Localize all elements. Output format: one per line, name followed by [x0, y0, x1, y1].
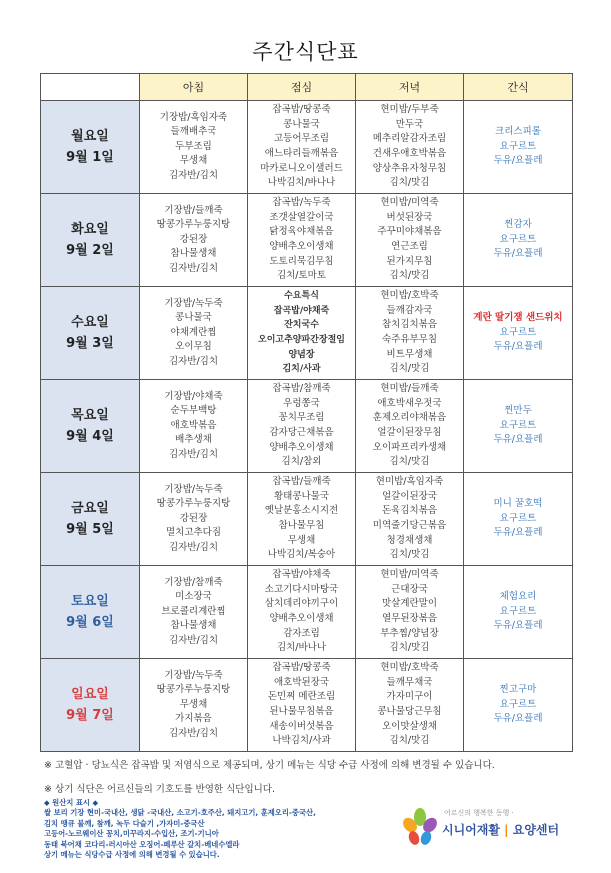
day-label	[41, 566, 140, 659]
snack-cell	[464, 380, 573, 473]
menu-item: 땅콩가루누룽지탕	[156, 684, 231, 696]
menu-item: 김자반/김치	[168, 448, 219, 460]
snack-item: 요구르트	[499, 419, 537, 431]
menu-item: 만두국	[395, 118, 424, 130]
menu-item: 기장밥/흑임자죽	[159, 111, 228, 123]
snack-item: 두유/요플레	[493, 713, 543, 725]
menu-item: 청경채생채	[386, 534, 433, 546]
menu-item: 양념장	[288, 349, 315, 360]
logo-tagline: 어르신의 행복한 동행 ·	[444, 809, 514, 817]
origin-line: 김치 땡큐 불깨, 참깨, 녹두 다슬기 ,가자미-중국산	[44, 818, 205, 828]
menu-item: 기장밥/녹두죽	[164, 483, 223, 495]
page-title: 주간식단표	[252, 40, 359, 64]
menu-item: 김자반/김치	[168, 355, 219, 367]
menu-item: 김자반/김치	[168, 262, 219, 274]
menu-item: 우렁쫑국	[283, 397, 320, 409]
menu-item: 배추생채	[175, 434, 212, 446]
menu-item: 현미밥/미역죽	[380, 197, 439, 209]
menu-item: 현미밥/미역죽	[380, 569, 439, 581]
menu-item: 현미밥/두부죽	[380, 104, 439, 116]
menu-item: 훈제오리야채볶음	[372, 412, 447, 424]
snack-item: 요구르트	[499, 233, 537, 245]
menu-item: 얼갈이된장무침	[377, 427, 442, 438]
origin-line: 상기 메뉴는 식당수급 사정에 의해 변경될 수 있습니다.	[44, 850, 220, 860]
menu-item: 잡곡밥/땅콩죽	[272, 104, 331, 116]
menu-item: 된가지무침	[386, 255, 433, 267]
day-date: 9월 4일	[66, 429, 114, 444]
dinner-cell	[356, 566, 464, 659]
menu-item: 두부조림	[175, 140, 212, 152]
menu-item: 김자반/김치	[168, 541, 219, 553]
snack-item: 요구르트	[499, 326, 537, 338]
logo-name-part-2: 요양센터	[512, 823, 560, 837]
menu-item: 돈육김치볶음	[381, 505, 438, 517]
day-name: 금요일	[71, 501, 109, 516]
lunch-cell	[248, 659, 356, 752]
header-snack: 간식	[464, 74, 573, 101]
menu-item: 김치/맛김	[389, 363, 430, 375]
day-name: 화요일	[71, 222, 109, 237]
menu-item: 김치/바나나	[276, 642, 327, 654]
menu-item: 김치/맛김	[389, 549, 430, 561]
snack-item: 찐만두	[504, 405, 532, 417]
snack-item: 미니 꿀호떡	[493, 498, 543, 510]
menu-item: 된나물무침볶음	[269, 706, 334, 717]
menu-item: 숙주유부무침	[381, 334, 438, 345]
menu-item: 콩나물국	[175, 312, 212, 324]
menu-item: 순두부백탕	[170, 405, 217, 417]
menu-item: 들깨무채국	[386, 676, 433, 688]
header-breakfast: 아침	[140, 74, 248, 101]
menu-item: 기장밥/들깨죽	[164, 204, 223, 216]
menu-item: 나박김치/사과	[272, 735, 331, 747]
dinner-cell	[356, 101, 464, 194]
menu-item: 잡곡밥/야채죽	[272, 569, 331, 581]
day-row	[41, 101, 573, 194]
day-name: 토요일	[71, 594, 109, 609]
menu-item: 나박김치/복숭아	[267, 549, 336, 561]
menu-item: 잡곡밥/땅콩죽	[272, 662, 331, 674]
snack-cell	[464, 473, 573, 566]
day-date: 9월 5일	[66, 522, 114, 537]
day-row	[41, 566, 573, 659]
menu-item: 참나물생채	[170, 620, 217, 632]
snack-item: 요구르트	[499, 140, 537, 152]
menu-item: 맛살계란말이	[381, 598, 438, 610]
snack-item: 두유/요플레	[493, 248, 543, 260]
day-label	[41, 659, 140, 752]
menu-item: 얼갈이된장국	[381, 490, 438, 502]
breakfast-cell	[140, 473, 248, 566]
day-row	[41, 380, 573, 473]
menu-item: 애호박새우젓국	[377, 397, 442, 409]
breakfast-cell	[140, 101, 248, 194]
menu-item: 꽁치무조림	[278, 412, 325, 424]
menu-item: 비트무생채	[386, 348, 433, 360]
menu-item: 기장밥/참깨죽	[164, 576, 223, 588]
day-label	[41, 194, 140, 287]
menu-item: 김치/맛김	[389, 456, 430, 468]
snack-cell	[464, 287, 573, 380]
day-date: 9월 2일	[66, 243, 114, 258]
menu-item: 참치김치볶음	[381, 319, 438, 331]
menu-item: 땅콩가루누룽지탕	[156, 219, 231, 231]
menu-item: 김자반/김치	[168, 169, 219, 181]
menu-item: 오이파프리카생채	[372, 441, 447, 453]
day-date: 9월 3일	[66, 336, 114, 351]
menu-item: 김치/맛김	[389, 735, 430, 747]
menu-item: 도토리묵김무침	[269, 255, 334, 267]
header-lunch: 점심	[248, 74, 356, 101]
menu-item: 감자당근채볶음	[269, 427, 334, 438]
menu-item: 황태콩나물국	[273, 490, 330, 502]
menu-item: 참나물무침	[278, 520, 325, 531]
menu-item: 현미밥/들깨죽	[380, 383, 439, 395]
menu-item: 양상추유자청무침	[372, 162, 447, 174]
menu-item: 삼치데리야끼구이	[264, 598, 339, 610]
day-name: 목요일	[71, 408, 109, 423]
menu-item: 돈민찌 메란조림	[267, 691, 336, 703]
day-row	[41, 194, 573, 287]
snack-item: 두유/요플레	[493, 620, 543, 632]
menu-item: 김자반/김치	[168, 727, 219, 739]
menu-item: 김치/맛김	[389, 177, 430, 189]
menu-item: 잡곡밥/참깨죽	[272, 383, 331, 395]
origin-line: 쌀 보리 기장 현미-국내산, 생닭 -국내산, 소고기-호주산, 돼지고기, 훈제오리-중국산,	[44, 808, 316, 818]
snack-item: 요구르트	[499, 605, 537, 617]
menu-item: 연근조림	[391, 241, 428, 252]
origin-line: ◆ 원산지 표시 ◆	[44, 798, 99, 807]
menu-item: 잡곡밥/야채죽	[273, 305, 330, 316]
day-row	[41, 659, 573, 752]
menu-item: 소고기다시마탕국	[264, 583, 339, 595]
day-date: 9월 6일	[66, 615, 114, 630]
header-dinner: 저녁	[356, 74, 464, 101]
snack-item: 크리스피롤	[495, 126, 541, 138]
menu-item: 기장밥/녹두죽	[164, 297, 223, 309]
dinner-cell	[356, 287, 464, 380]
menu-item: 들깨감자국	[386, 304, 433, 316]
lunch-cell	[248, 380, 356, 473]
menu-item: 건새우애호박볶음	[372, 148, 447, 159]
snack-cell	[464, 659, 573, 752]
menu-item: 기장밥/녹두죽	[164, 669, 223, 681]
menu-item: 옛날분홍소시지전	[264, 505, 339, 517]
snack-item: 요구르트	[499, 698, 537, 710]
snack-cell	[464, 101, 573, 194]
snack-item: 두유/요플레	[493, 527, 543, 539]
menu-item: 수요특식	[284, 291, 319, 302]
flower-logo-icon	[402, 808, 438, 848]
menu-item: 기장밥/야채죽	[164, 390, 223, 402]
day-label	[41, 380, 140, 473]
menu-item: 메추리알감자조림	[372, 133, 447, 145]
menu-item: 버섯된장국	[386, 211, 433, 223]
day-label	[41, 473, 140, 566]
day-date: 9월 7일	[66, 708, 114, 723]
dinner-cell	[356, 194, 464, 287]
menu-item: 김치/맛김	[389, 270, 430, 282]
menu-item: 가자미구이	[386, 691, 433, 703]
menu-item: 양배추오이생채	[269, 613, 334, 624]
breakfast-cell	[140, 287, 248, 380]
breakfast-cell	[140, 659, 248, 752]
menu-item: 마카로니오이샐러드	[260, 162, 343, 174]
menu-item: 애호박볶음	[170, 419, 217, 431]
weekly-menu-table	[40, 73, 573, 752]
dinner-cell	[356, 473, 464, 566]
menu-item: 김치/토마토	[276, 270, 327, 282]
menu-item: 무생채	[179, 698, 208, 710]
menu-item: 현미밥/호박죽	[380, 662, 439, 674]
menu-item: 닭정육야채볶음	[269, 226, 334, 238]
lunch-cell	[248, 194, 356, 287]
menu-item: 김치/참외	[281, 456, 322, 468]
menu-item: 미역줄기당근볶음	[372, 520, 447, 531]
menu-item: 김자반/김치	[168, 634, 219, 646]
menu-item: 잡곡밥/들깨죽	[272, 476, 331, 488]
snack-cell	[464, 566, 573, 659]
menu-item: 땅콩가루누룽지탕	[156, 498, 231, 510]
snack-item: 찐고구마	[499, 684, 537, 696]
snack-item: 두유/요플레	[493, 341, 543, 353]
snack-item: 찐감자	[504, 219, 532, 231]
day-date: 9월 1일	[66, 150, 114, 165]
snack-special: 계란 딸기잼 샌드위치	[473, 312, 563, 324]
logo-name	[442, 821, 559, 838]
snack-item: 두유/요플레	[493, 155, 543, 167]
menu-item: 브로콜리계란찜	[161, 605, 226, 617]
menu-item: 감자조림	[283, 627, 320, 639]
menu-item: 미소장국	[175, 591, 212, 603]
header-blank	[41, 74, 140, 101]
lunch-cell	[248, 287, 356, 380]
day-name: 수요일	[71, 315, 109, 330]
menu-item: 현미밥/호박죽	[380, 290, 439, 302]
menu-item: 강된장	[179, 512, 208, 524]
menu-item: 부추찜/양념장	[380, 627, 439, 639]
menu-item: 가지볶음	[175, 713, 212, 725]
menu-item: 근대장국	[391, 583, 428, 595]
note-2: ※ 상기 식단은 어르신들의 기호도를 반영한 식단입니다.	[44, 784, 275, 795]
dinner-cell	[356, 659, 464, 752]
center-logo	[400, 806, 570, 851]
menu-item: 김치/맛김	[389, 642, 430, 654]
menu-item: 양배추오이생채	[269, 241, 334, 252]
note-1: ※ 고혈압 · 당뇨식은 잡곡밥 및 저염식으로 제공되며, 상기 메뉴는 식당 수급 사정에 의해 변경될 수 있습니다.	[44, 760, 495, 771]
day-row	[41, 473, 573, 566]
menu-item: 새송이버섯볶음	[269, 720, 334, 732]
origin-line: 고등어-노르웨이산 꽁치,미꾸라지-수입산, 조기-기니아	[44, 829, 219, 839]
day-label	[41, 101, 140, 194]
menu-item: 야채계란찜	[170, 326, 217, 338]
day-label	[41, 287, 140, 380]
menu-item: 강된장	[179, 233, 208, 245]
day-name: 일요일	[71, 687, 109, 702]
menu-item: 열무된장볶음	[381, 613, 438, 624]
snack-item: 두유/요플레	[493, 434, 543, 446]
snack-cell	[464, 194, 573, 287]
logo-separator: |	[504, 823, 509, 837]
menu-item: 조갯살열갈이국	[269, 211, 334, 223]
menu-item: 애호박된장국	[273, 676, 330, 688]
menu-item: 김치/사과	[282, 364, 321, 375]
menu-item: 들깨배추국	[170, 126, 217, 138]
breakfast-cell	[140, 194, 248, 287]
menu-item: 콩나물당근무침	[377, 706, 442, 717]
day-name: 월요일	[71, 129, 109, 144]
logo-name-part-1: 시니어재활	[442, 823, 500, 837]
snack-item: 체험요리	[499, 591, 537, 603]
dinner-cell	[356, 380, 464, 473]
day-row	[41, 287, 573, 380]
menu-item: 참나물생채	[170, 248, 217, 260]
menu-item: 오이맛살생채	[381, 720, 438, 732]
menu-item: 현미밥/흑임자죽	[375, 476, 444, 488]
lunch-cell	[248, 473, 356, 566]
snack-item: 요구르트	[499, 512, 537, 524]
menu-item: 주꾸미야채볶음	[377, 226, 442, 238]
origin-info	[44, 798, 316, 860]
menu-item: 잔치국수	[284, 320, 319, 331]
breakfast-cell	[140, 566, 248, 659]
menu-item: 양배추오이생채	[269, 441, 334, 453]
menu-item: 고등어무조림	[273, 133, 330, 145]
menu-item: 잡곡밥/녹두죽	[272, 197, 331, 209]
lunch-cell	[248, 566, 356, 659]
menu-item: 오이고추양파간장절임	[258, 335, 345, 345]
menu-item: 무생채	[179, 155, 208, 167]
lunch-cell	[248, 101, 356, 194]
menu-item: 멸치고추다짐	[165, 527, 222, 539]
breakfast-cell	[140, 380, 248, 473]
menu-item: 무생채	[287, 534, 316, 546]
menu-item: 나박김치/바나나	[267, 177, 336, 189]
menu-item: 콩나물국	[283, 118, 320, 130]
menu-item: 오이무침	[175, 341, 212, 353]
origin-line: 동태 북어채 코다리-러시아산 오징어-페루산 갈치-베네수엘라	[44, 839, 240, 849]
menu-item: 애느타리들깨볶음	[264, 148, 339, 159]
